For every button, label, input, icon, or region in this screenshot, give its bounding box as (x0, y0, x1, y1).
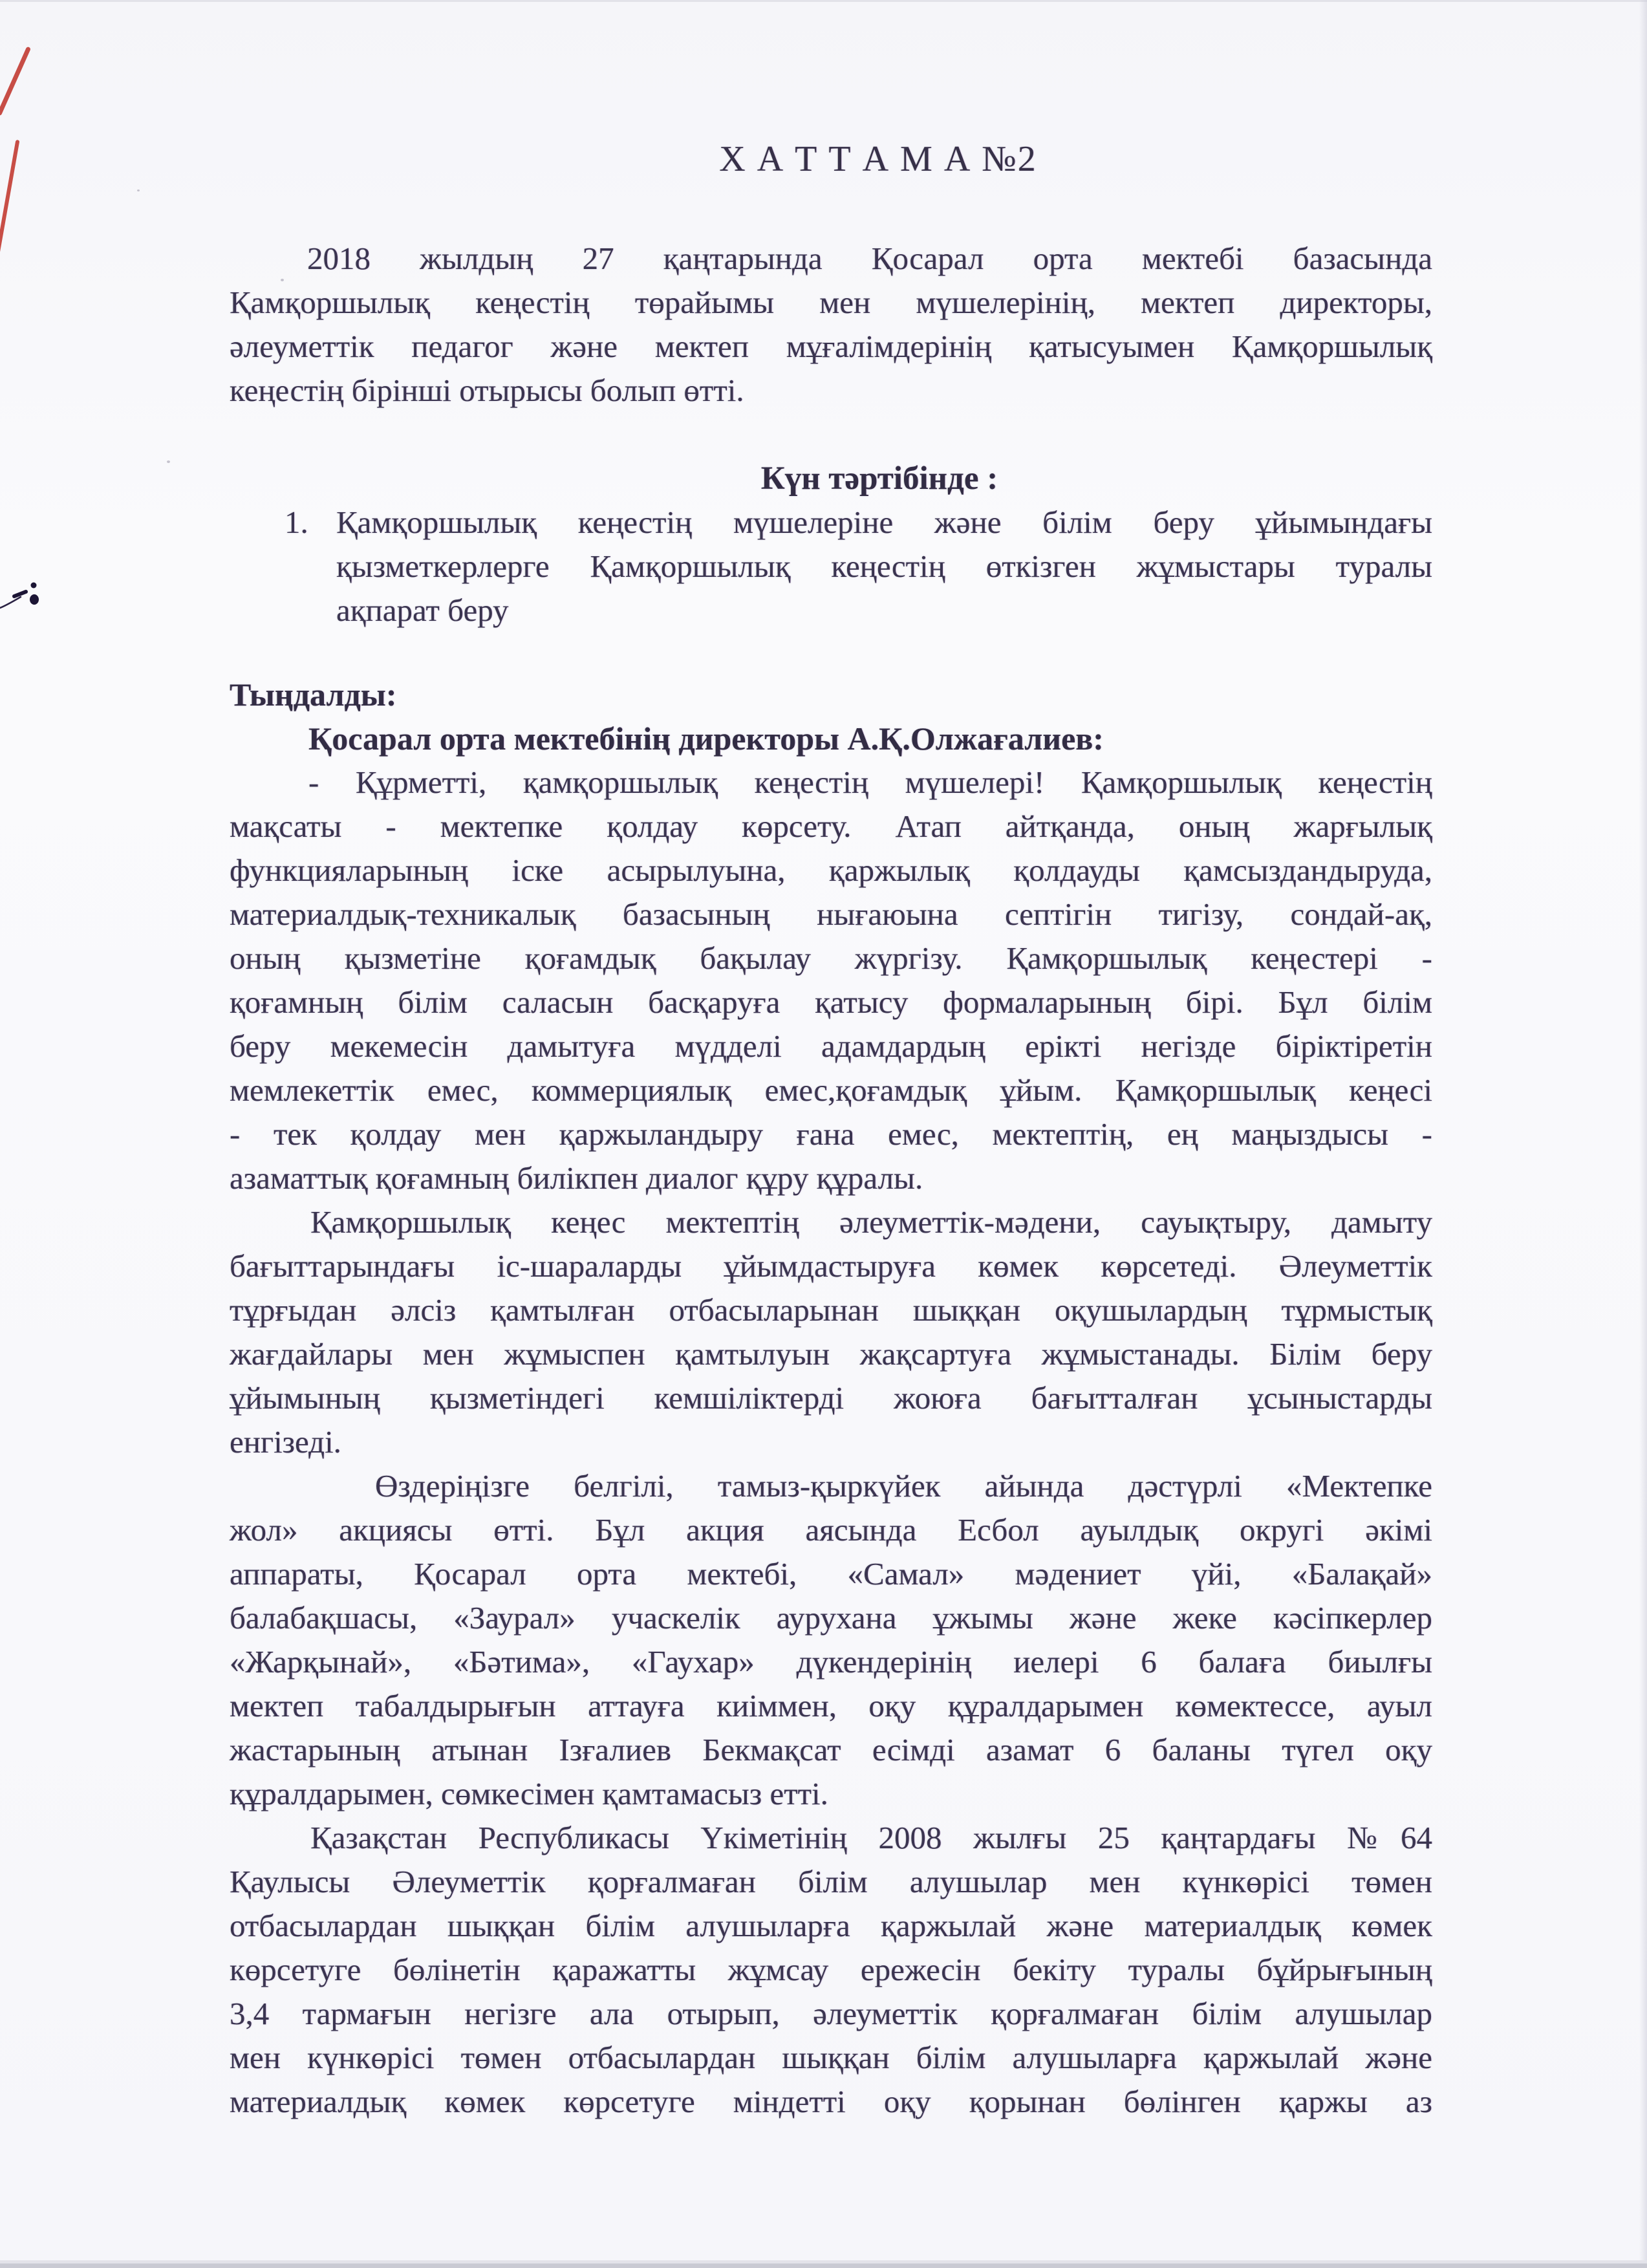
text-line: «Жарқынай», «Бәтима», «Гаухар» дүкендерінің иелері 6 балаға биылғы (230, 1644, 1432, 1679)
text-line: аппараты, Қосарал орта мектебі, «Самал» мәдениет үйі, «Балақай» (230, 1556, 1432, 1592)
scan-top-edge (0, 0, 1647, 2)
text-line: - тек қолдау мен қаржыландыру ғана емес, мектептің, ең маңыздысы - (230, 1116, 1432, 1152)
speaker-heading: Қосарал орта мектебінің директоры А.Қ.Олжағалиев: (308, 720, 1104, 757)
agenda-item-number: 1. (285, 504, 308, 540)
scan-bottom-edge (0, 2263, 1647, 2268)
agenda-item (285, 501, 1432, 632)
text-line: 2018 жылдың 27 қаңтарында Қосарал орта мектебі базасында (307, 241, 1432, 276)
school-road-paragraph (230, 1464, 1432, 1816)
text-line: Қамқоршылық кеңес мектептің әлеуметтік-мәдени, сауықтыру, дамыту (310, 1204, 1432, 1240)
text-line: 3,4 тармағын негізге ала отырып, әлеуметтік қорғалмаған білім алушылар (230, 1996, 1432, 2031)
document-title: Х А Т Т А М А №2 (719, 139, 1037, 179)
text-line: Қазақстан Республикасы Үкіметінің 2008 жылғы 25 қаңтардағы №64 (310, 1820, 1432, 1855)
intro-paragraph (230, 237, 1432, 413)
text-line: беру мекемесін дамытуға мүдделі адамдардың ерікті негізде біріктіретін (230, 1028, 1432, 1064)
text-line: қызметкерлерге Қамқоршылық кеңестің өткізген жұмыстары туралы (336, 548, 1432, 584)
text-line: ұйымының қызметіндегі кемшіліктерді жоюға бағытталған ұсыныстарды (230, 1380, 1432, 1416)
text-line: жастарының атынан Ізғалиев Бекмақсат есімді азамат 6 баланы түгел оқу (230, 1732, 1432, 1767)
text-line: оның қызметіне қоғамдық бақылау жүргізу. Қамқоршылық кеңестері - (230, 940, 1432, 976)
text-line: тұрғыдан әлсіз қамтылған отбасыларынан шыққан оқушылардың тұрмыстық (230, 1292, 1432, 1328)
text-line: енгізеді. (230, 1424, 341, 1460)
text-line: азаматтық қоғамның билікпен диалог құру құралы. (230, 1160, 923, 1196)
scan-right-edge (1639, 0, 1647, 2268)
text-line: балабақшасы, «Заурал» учаскелік аурухана ұжымы және жеке кәсіпкерлер (230, 1600, 1432, 1636)
heard-label: Тыңдалды: (230, 676, 397, 713)
speech-paragraph (230, 761, 1432, 1200)
text-line: мақсаты - мектепке қолдау көрсету. Атап айтқанда, оның жарғылық (230, 808, 1432, 844)
agenda-item-text (336, 501, 1432, 632)
text-line: жол» акциясы өтті. Бұл акция аясында Есбол ауылдық округі әкімі (230, 1512, 1432, 1548)
text-line: функцияларының іске асырылуына, қаржылық қолдауды қамсыздандыруда, (230, 852, 1432, 888)
text-line: Өздеріңізге белгілі, тамыз-қыркүйек айында дәстүрлі «Мектепке (375, 1468, 1432, 1504)
text-line: мектеп табалдырығын аттауға киіммен, оқу құралдарымен көмектессе, ауыл (230, 1688, 1432, 1723)
text-line: Қамқоршылық кеңестің мүшелеріне және білім беру ұйымындағы (336, 504, 1432, 540)
text-line: отбасылардан шыққан білім алушыларға қаржылай және материалдық көмек (230, 1908, 1432, 1943)
red-pen-mark (0, 47, 31, 116)
text-line: кеңестің бірінші отырысы болып өтті. (230, 373, 744, 408)
text-line: ақпарат беру (336, 592, 509, 628)
text-line: бағыттарындағы іс-шараларды ұйымдастыруға көмек көрсетеді. Әлеуметтік (230, 1248, 1432, 1284)
text-line: материалдық-техникалық базасының нығаюына септігін тигізу, сондай-ақ, (230, 896, 1432, 932)
text-line: қоғамның білім саласын басқаруға қатысу формаларының бірі. Бұл білім (230, 984, 1432, 1020)
text-line: мемлекеттік емес, коммерциялық емес,қоғамдық ұйым. Қамқоршылық кеңесі (230, 1072, 1432, 1108)
text-line: материалдық көмек көрсетуге міндетті оқу қорынан бөлінген қаржы аз (230, 2084, 1432, 2119)
text-line: құралдарымен, сөмкесімен қамтамасыз етті. (230, 1776, 828, 1811)
text-line: - Құрметті, қамқоршылық кеңестің мүшелері! Қамқоршылық кеңестің (308, 764, 1432, 800)
text-line: мен күнкөрісі төмен отбасылардан шыққан білім алушыларға қаржылай және (230, 2040, 1432, 2075)
document-content (0, 137, 1647, 2124)
text-line: Қаулысы Әлеуметтік қорғалмаған білім алушылар мен күнкөрісі төмен (230, 1864, 1432, 1899)
decree-paragraph (230, 1816, 1432, 2124)
text-line: Қамқоршылық кеңестің төрайымы мен мүшелерінің, мектеп директоры, (230, 285, 1432, 320)
agenda-heading: Күн тәртібінде : (760, 460, 998, 497)
text-line: жағдайлары мен жұмыспен қамтылуын жақсартуға жұмыстанады. Білім беру (230, 1336, 1432, 1372)
text-line: әлеуметтік педагог және мектеп мұғалімдерінің қатысуымен Қамқоршылық (230, 329, 1432, 364)
activities-paragraph (230, 1200, 1432, 1464)
text-line: көрсетуге бөлінетін қаражатты жұмсау ережесін бекіту туралы бұйрығының (230, 1952, 1432, 1987)
